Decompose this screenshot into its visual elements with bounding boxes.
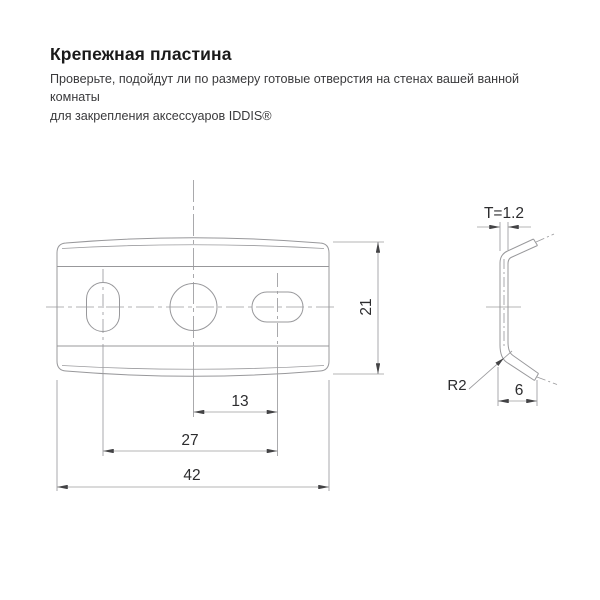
profile-bottom-flange-centerline	[537, 377, 557, 385]
side-view	[447, 205, 557, 406]
dimension-spacing-13	[194, 393, 278, 412]
dimension-label-r2: R2	[447, 377, 467, 394]
dimension-height-21	[333, 242, 384, 374]
profile-top-flange-tip	[534, 239, 538, 246]
dimension-label-27: 27	[181, 432, 199, 449]
leader-line	[469, 351, 512, 389]
dimension-spacing-27	[103, 432, 278, 451]
dimension-label-13: 13	[231, 393, 249, 410]
profile-inner-contour	[508, 246, 539, 374]
plate-bottom-fold-edge	[62, 366, 324, 370]
dimension-label-21: 21	[358, 298, 375, 316]
profile-outer-contour	[500, 239, 535, 381]
description-line-2: для закрепления аксессуаров IDDIS®	[50, 108, 272, 123]
page-title: Крепежная пластина	[50, 44, 232, 64]
description-line-1: Проверьте, подойдут ли по размеру готовые отверстия на стенах вашей ванной комнаты	[50, 72, 520, 105]
profile-top-flange-centerline	[536, 234, 554, 242]
dimension-label-thickness: T=1.2	[483, 205, 525, 222]
dimension-flange-depth-6	[498, 367, 537, 406]
plate-top-fold-edge	[62, 245, 324, 249]
dimension-label-42: 42	[183, 467, 201, 484]
front-view	[46, 180, 384, 491]
dimension-label-6: 6	[514, 382, 524, 399]
